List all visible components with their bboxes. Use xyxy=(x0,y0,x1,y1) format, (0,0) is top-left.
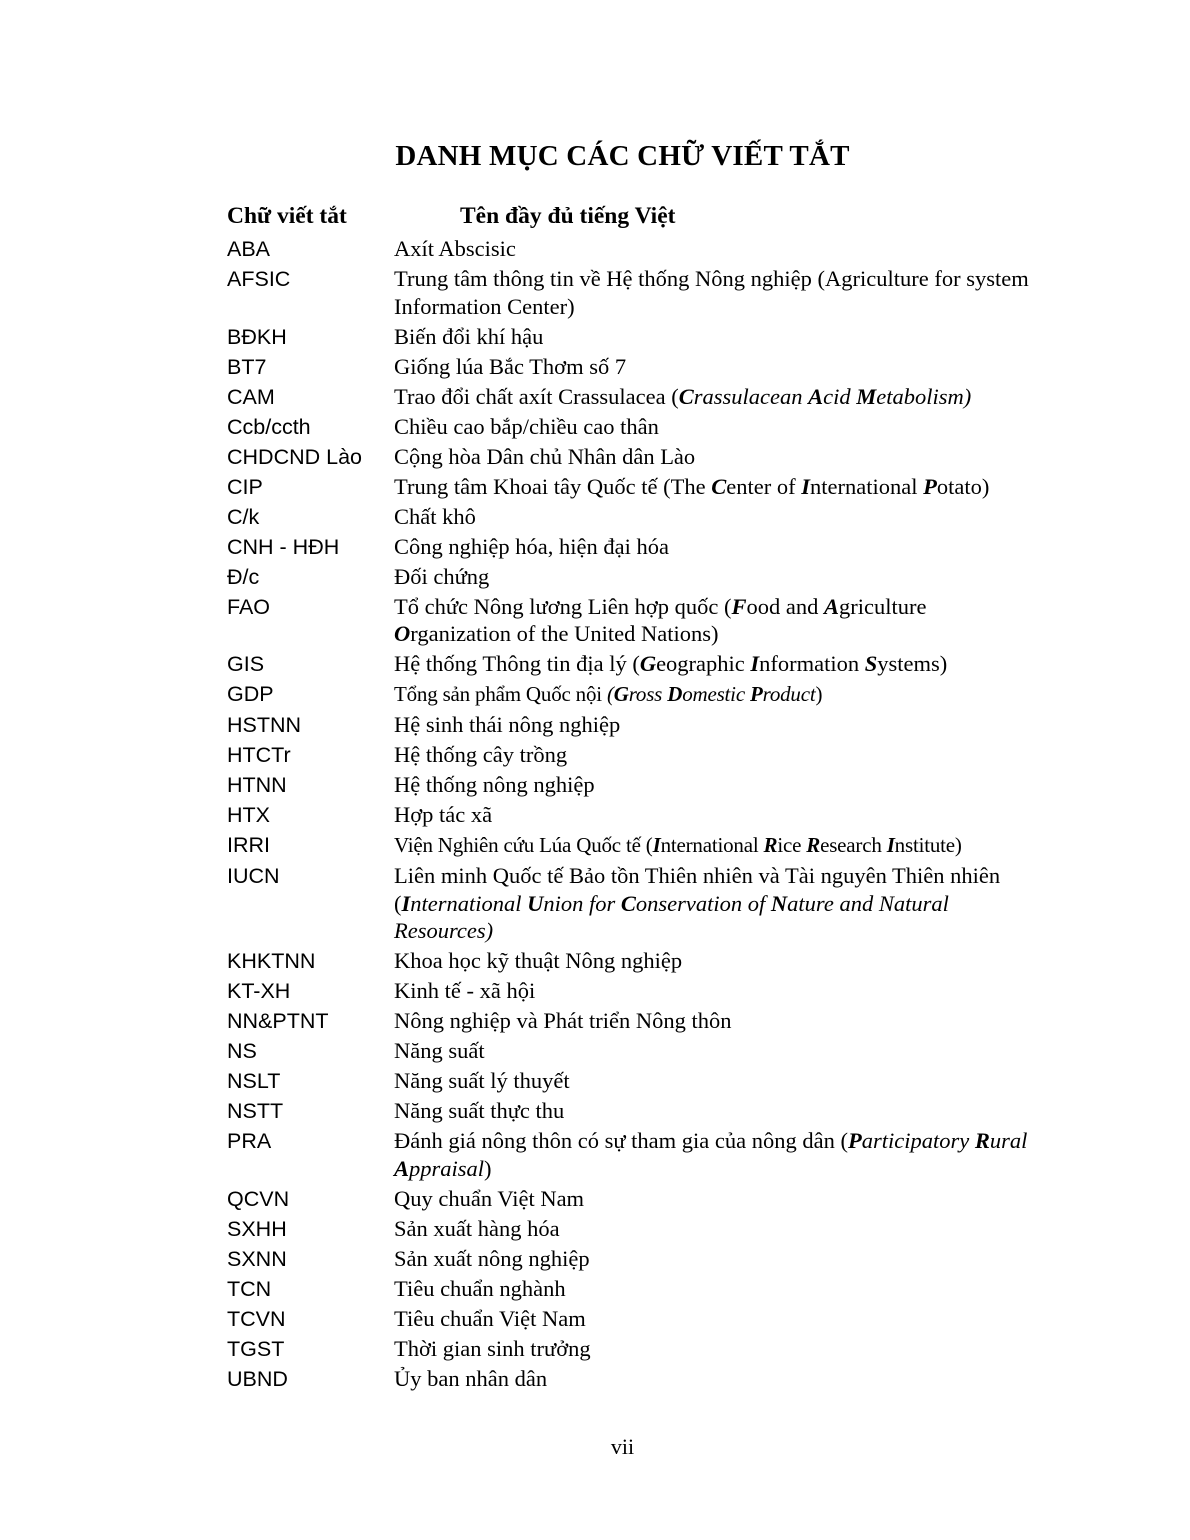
full-name xyxy=(394,412,1037,442)
text-segment: Liên minh Quốc tế Bảo tồn Thiên nhiên và Tài nguyên Thiên nhiên ( xyxy=(394,863,1001,916)
full-name xyxy=(394,1334,1037,1364)
text-segment: Sản xuất hàng hóa xyxy=(394,1215,560,1241)
text-segment: Sản xuất nông nghiệp xyxy=(394,1245,590,1271)
text-segment: Tiêu chuẩn Việt Nam xyxy=(394,1305,586,1331)
table-row xyxy=(227,861,1037,946)
abbreviation: NS xyxy=(227,1039,257,1063)
table-row xyxy=(227,1126,1037,1184)
header-full-name: Tên đầy đủ tiếng Việt xyxy=(460,203,676,229)
abbreviation: TCN xyxy=(227,1276,272,1301)
text-segment: Cộng hòa Dân chủ Nhân dân Lào xyxy=(394,443,696,469)
abbreviation: PRA xyxy=(227,1129,272,1153)
text-segment: Năng suất lý thuyết xyxy=(394,1068,570,1093)
abbreviation: BĐKH xyxy=(227,324,287,349)
abbreviation: UBND xyxy=(227,1366,288,1391)
text-segment: nstitute) xyxy=(894,833,962,857)
full-name xyxy=(394,472,1037,502)
text-segment: nternational xyxy=(809,473,924,499)
full-name xyxy=(394,1184,1037,1214)
table-row xyxy=(227,740,1037,770)
table-row xyxy=(227,830,1037,861)
table-row xyxy=(227,442,1037,472)
table-row xyxy=(227,532,1037,562)
abbreviation: GIS xyxy=(227,652,265,676)
abbreviation: TCVN xyxy=(227,1306,286,1331)
abbreviation: NN&PTNT xyxy=(227,1009,329,1033)
full-name xyxy=(394,352,1037,382)
full-name xyxy=(394,649,1037,679)
text-segment: enter of xyxy=(726,473,802,499)
text-segment: G xyxy=(639,651,657,676)
full-name xyxy=(394,800,1037,830)
text-segment: Giống lúa Bắc Thơm số 7 xyxy=(394,353,627,379)
text-segment: Hệ sinh thái nông nghiệp xyxy=(394,712,621,737)
text-segment: A xyxy=(824,593,840,619)
table-row xyxy=(227,946,1037,976)
full-name xyxy=(394,1244,1037,1274)
header-abbreviation: Chữ viết tắt xyxy=(227,203,347,229)
table-header xyxy=(227,203,1027,235)
text-segment: Biến đổi khí hậu xyxy=(394,323,544,349)
abbreviation: HTCTr xyxy=(227,743,291,767)
full-name xyxy=(394,322,1037,352)
abbreviation: TGST xyxy=(227,1336,285,1361)
table-row xyxy=(227,412,1037,442)
table-row xyxy=(227,976,1037,1006)
full-name xyxy=(394,740,1037,770)
text-segment: F xyxy=(731,593,747,619)
text-segment: Đối chứng xyxy=(394,563,490,589)
text-segment: Hệ thống nông nghiệp xyxy=(394,772,595,797)
abbreviation: FAO xyxy=(227,594,271,619)
text-segment: C xyxy=(620,890,636,916)
abbreviation: IUCN xyxy=(227,864,280,888)
text-segment: nternational xyxy=(410,890,528,916)
text-segment: Hợp tác xã xyxy=(394,802,493,827)
table-row xyxy=(227,1214,1037,1244)
full-name xyxy=(394,502,1037,532)
text-segment: C xyxy=(711,473,727,499)
abbreviation: SXNN xyxy=(227,1246,287,1271)
table-row xyxy=(227,770,1037,800)
text-segment: R xyxy=(806,833,821,857)
table-row xyxy=(227,1274,1037,1304)
full-name xyxy=(394,234,1037,264)
text-segment: Năng suất thực thu xyxy=(394,1098,565,1123)
abbreviation: HSTNN xyxy=(227,713,302,737)
text-segment: Trung tâm thông tin về Hệ thống Nông nghiệp (Agriculture for system Information Center) xyxy=(394,266,1029,319)
table-row xyxy=(227,562,1037,592)
table-row xyxy=(227,1096,1037,1126)
table-row xyxy=(227,1334,1037,1364)
full-name xyxy=(394,1096,1037,1126)
text-segment: esearch xyxy=(820,833,887,857)
text-segment: I xyxy=(886,833,895,857)
abbreviation: QCVN xyxy=(227,1186,290,1211)
full-name xyxy=(394,1066,1037,1096)
text-segment: ystems) xyxy=(877,651,948,676)
text-segment: rassulacean xyxy=(693,383,809,409)
table-row xyxy=(227,1184,1037,1214)
text-segment: ood and xyxy=(746,593,825,619)
text-segment: Ủy ban nhân dân xyxy=(394,1365,548,1391)
text-segment: I xyxy=(750,651,760,676)
abbreviation: Ccb/ccth xyxy=(227,414,311,439)
abbreviation: NSTT xyxy=(227,1099,284,1123)
text-segment: Thời gian sinh trưởng xyxy=(394,1335,591,1361)
text-segment: cid xyxy=(823,383,857,409)
text-segment: rganization of the United Nations) xyxy=(410,621,719,646)
text-segment: S xyxy=(864,651,878,676)
abbreviation: IRRI xyxy=(227,833,270,857)
table-row xyxy=(227,1364,1037,1394)
text-segment: R xyxy=(763,833,778,857)
table-row xyxy=(227,800,1037,830)
abbreviation: BT7 xyxy=(227,354,267,379)
text-segment: Nông nghiệp và Phát triển Nông thôn xyxy=(394,1008,732,1033)
full-name xyxy=(394,382,1037,412)
text-segment: etabolism) xyxy=(876,383,972,409)
text-segment: I xyxy=(801,473,810,499)
text-segment: Tổng sản phẩm Quốc nội xyxy=(394,682,607,706)
full-name xyxy=(394,830,1037,861)
full-name xyxy=(394,1006,1037,1036)
text-segment: Hệ thống cây trồng xyxy=(394,742,568,767)
abbreviation: CIP xyxy=(227,474,263,499)
table-row xyxy=(227,472,1037,502)
text-segment: ural xyxy=(989,1128,1028,1153)
text-segment: I xyxy=(652,833,661,857)
text-segment: Chiều cao bắp/chiều cao thân xyxy=(394,413,659,439)
text-segment: omestic xyxy=(682,682,750,706)
text-segment: D xyxy=(667,682,683,706)
text-segment: Chất khô xyxy=(394,503,476,529)
full-name xyxy=(394,562,1037,592)
full-name xyxy=(394,679,1037,710)
abbreviation: CNH - HĐH xyxy=(227,534,340,559)
text-segment: ross xyxy=(628,682,668,706)
page-number: vii xyxy=(610,1434,635,1459)
abbreviation: HTX xyxy=(227,803,270,827)
text-segment: roduct xyxy=(762,682,816,706)
text-segment: G xyxy=(613,682,629,706)
table-row xyxy=(227,1066,1037,1096)
text-segment: Đánh giá nông thôn có sự tham gia của nông dân ( xyxy=(394,1128,848,1153)
abbreviation: NSLT xyxy=(227,1069,281,1093)
text-segment: Tổ chức Nông lương Liên hợp quốc ( xyxy=(394,593,732,619)
text-segment: ature and Natural Resources) xyxy=(394,890,949,943)
text-segment: Trao đổi chất axít Crassulacea ( xyxy=(394,383,679,409)
table-row xyxy=(227,679,1037,710)
full-name xyxy=(394,710,1037,740)
text-segment: M xyxy=(856,383,877,409)
text-segment: O xyxy=(394,621,411,646)
full-name xyxy=(394,264,1037,322)
abbreviation-table xyxy=(227,234,1037,1394)
text-segment: onservation of xyxy=(635,890,771,916)
full-name xyxy=(394,946,1037,976)
page-title: DANH MỤC CÁC CHỮ VIẾT TẮT xyxy=(395,140,850,172)
abbreviation: CHDCND Lào xyxy=(227,444,363,469)
text-segment: ) xyxy=(484,1155,492,1181)
text-segment: Công nghiệp hóa, hiện đại hóa xyxy=(394,533,669,559)
table-row xyxy=(227,322,1037,352)
abbreviation: KT-XH xyxy=(227,979,291,1003)
table-row xyxy=(227,1036,1037,1066)
text-segment: nion for xyxy=(543,890,621,916)
text-segment: Viện Nghiên cứu Lúa Quốc tế ( xyxy=(394,833,653,857)
text-segment: Hệ thống Thông tin địa lý ( xyxy=(394,651,640,676)
text-segment: Kinh tế - xã hội xyxy=(394,978,536,1003)
table-row xyxy=(227,352,1037,382)
text-segment: otato) xyxy=(936,473,990,499)
text-segment: U xyxy=(527,890,544,916)
table-row xyxy=(227,1304,1037,1334)
table-row xyxy=(227,592,1037,650)
text-segment: P xyxy=(750,682,763,706)
table-row xyxy=(227,502,1037,532)
text-segment: A xyxy=(394,1155,410,1181)
full-name xyxy=(394,1364,1037,1394)
table-row xyxy=(227,382,1037,412)
full-name xyxy=(394,1214,1037,1244)
abbreviation: AFSIC xyxy=(227,267,291,291)
full-name xyxy=(394,770,1037,800)
table-row xyxy=(227,234,1037,264)
abbreviation: HTNN xyxy=(227,773,287,797)
abbreviation: C/k xyxy=(227,504,260,529)
text-segment: nformation xyxy=(759,651,865,676)
abbreviation: ABA xyxy=(227,237,271,261)
text-segment: Quy chuẩn Việt Nam xyxy=(394,1185,585,1211)
text-segment: eographic xyxy=(656,651,751,676)
table-row xyxy=(227,1244,1037,1274)
text-segment: ) xyxy=(815,682,823,706)
text-segment: Khoa học kỹ thuật Nông nghiệp xyxy=(394,948,683,973)
text-segment: Trung tâm Khoai tây Quốc tế (The xyxy=(394,473,712,499)
abbreviation: Đ/c xyxy=(227,564,260,589)
full-name xyxy=(394,592,1037,650)
text-segment: I xyxy=(401,890,411,916)
text-segment: ice xyxy=(777,833,807,857)
full-name xyxy=(394,861,1037,946)
full-name xyxy=(394,532,1037,562)
text-segment: articipatory xyxy=(861,1128,975,1153)
abbreviation: CAM xyxy=(227,384,275,409)
text-segment: Năng suất xyxy=(394,1038,485,1063)
table-row xyxy=(227,710,1037,740)
text-segment: nternational xyxy=(660,833,764,857)
abbreviation: SXHH xyxy=(227,1216,287,1241)
abbreviation: GDP xyxy=(227,682,274,706)
table-row xyxy=(227,1006,1037,1036)
text-segment: ppraisal xyxy=(409,1155,485,1181)
text-segment: N xyxy=(770,890,788,916)
full-name xyxy=(394,1304,1037,1334)
table-row xyxy=(227,649,1037,679)
text-segment: griculture xyxy=(839,593,927,619)
text-segment: ( xyxy=(606,682,614,706)
text-segment: Tiêu chuẩn nghành xyxy=(394,1275,566,1301)
table-row xyxy=(227,264,1037,322)
text-segment: P xyxy=(847,1128,862,1153)
abbreviation: KHKTNN xyxy=(227,949,316,973)
full-name xyxy=(394,1126,1037,1184)
text-segment: A xyxy=(808,383,824,409)
full-name xyxy=(394,976,1037,1006)
text-segment: P xyxy=(923,473,937,499)
full-name xyxy=(394,1274,1037,1304)
full-name xyxy=(394,442,1037,472)
text-segment: C xyxy=(678,383,694,409)
text-segment: Axít Abscisic xyxy=(394,236,516,261)
full-name xyxy=(394,1036,1037,1066)
text-segment: R xyxy=(974,1128,990,1153)
